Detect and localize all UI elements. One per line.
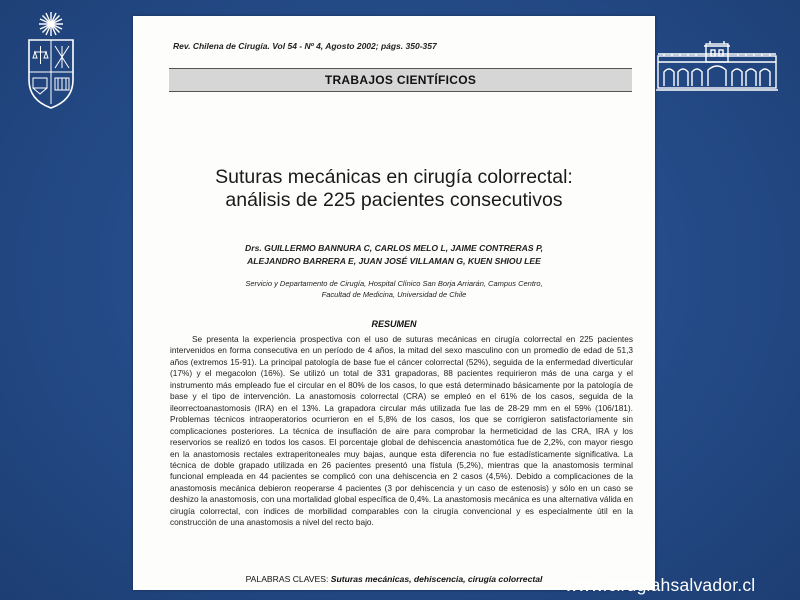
university-crest-icon [22,10,80,110]
article-title-line-1: Suturas mecánicas en cirugía colorrectal: [215,166,573,188]
keywords-label: PALABRAS CLAVES: [245,574,329,584]
affiliation-line-2: Facultad de Medicina, Universidad de Chile [321,290,467,299]
abstract-text: Se presenta la experiencia prospectiva con el uso de suturas mecánicas en cirugía colorrectal en 225 pacientes intervenidos en forma consecutiva en un período de 4 años, la mitad del sexo masculino con un promedio de edad de 51,3 años (extremos 15-91). La principal patología de base fue el cáncer colorrectal (52%), seguida de la enfermedad diverticular (17%) y el megacolon (16%). Se utilizó un total de 331 grapadoras, 88 pacientes requirieron más de una carga y el instrumento más empleado fue el circular en el 80% de los casos, lo que está determinado básicamente por la patología de base y el tipo de intervención. La anastomosis colorrectal (CRA) se empleó en el 61% de los casos, seguida de la ileorrectoanastomosis (IRA) en el 13%. La grapadora circular más utilizada fue las de 28-29 mm en el 59% (106/181). Problemas técnicos intraoperatorios ocurrieron en el 5,8% de los casos, los que se corrigieron satisfactoriamente sin complicaciones posteriores. La técnica de insuflación de aire para comprobar la hermeticidad de las CRA, IRA y los reservorios se realizó en todos los casos. El porcentaje global de dehiscencia anastomótica fue de 2,2%, con mayor riesgo en la anastomosis rectales extraperitoneales muy bajas, aunque esta diferencia no fue estadísticamente significativa. La técnica de doble grapado utilizada en 26 pacientes presentó una fístula (5,2%), mientras que la anastomosis terminal funcional empleada en 44 pacientes se complicó con una dehiscencia en 2 casos (4,5%). Debido a complicaciones de la anastomosis mecánica debieron reoperarse 4 pacientes (3 por dehiscencia y un caso de estenosis) y sólo en un caso se deshizo la anastomosis, con una mortalidad global específica de 0,4%. La anastomosis mecánica es una alternativa válida en cirugía colorrectal, con índices de morbilidad comparables con la cirugía convencional y es especialmente útil en la construcción de una anastomosis a nivel del recto bajo. [170,334,633,528]
affiliation [163,278,625,300]
journal-citation: Rev. Chilena de Cirugía. Vol 54 - Nº 4, Agosto 2002; págs. 350-357 [173,41,437,51]
article-title [163,166,625,212]
section-header: TRABAJOS CIENTÍFICOS [324,73,477,87]
section-header-bar [169,68,632,92]
abstract-heading: RESUMEN [371,319,417,329]
affiliation-line-1: Servicio y Departamento de Cirugía, Hospital Clínico San Borja Arriarán, Campus Centro, [245,279,543,288]
keywords-list: Suturas mecánicas, dehiscencia, cirugía colorrectal [330,574,543,584]
hospital-building-icon [656,40,778,92]
authors-line-2: ALEJANDRO BARRERA E, JUAN JOSÉ VILLAMAN G, KUEN SHIOU LEE [247,256,541,266]
website-url: www.cirugiahsalvador.cl [565,575,756,595]
author-list [163,242,625,268]
article-page [133,16,655,590]
article-title-line-2: análisis de 225 pacientes consecutivos [225,189,563,211]
authors-line-1: Drs. GUILLERMO BANNURA C, CARLOS MELO L, JAIME CONTRERAS P, [245,243,543,253]
